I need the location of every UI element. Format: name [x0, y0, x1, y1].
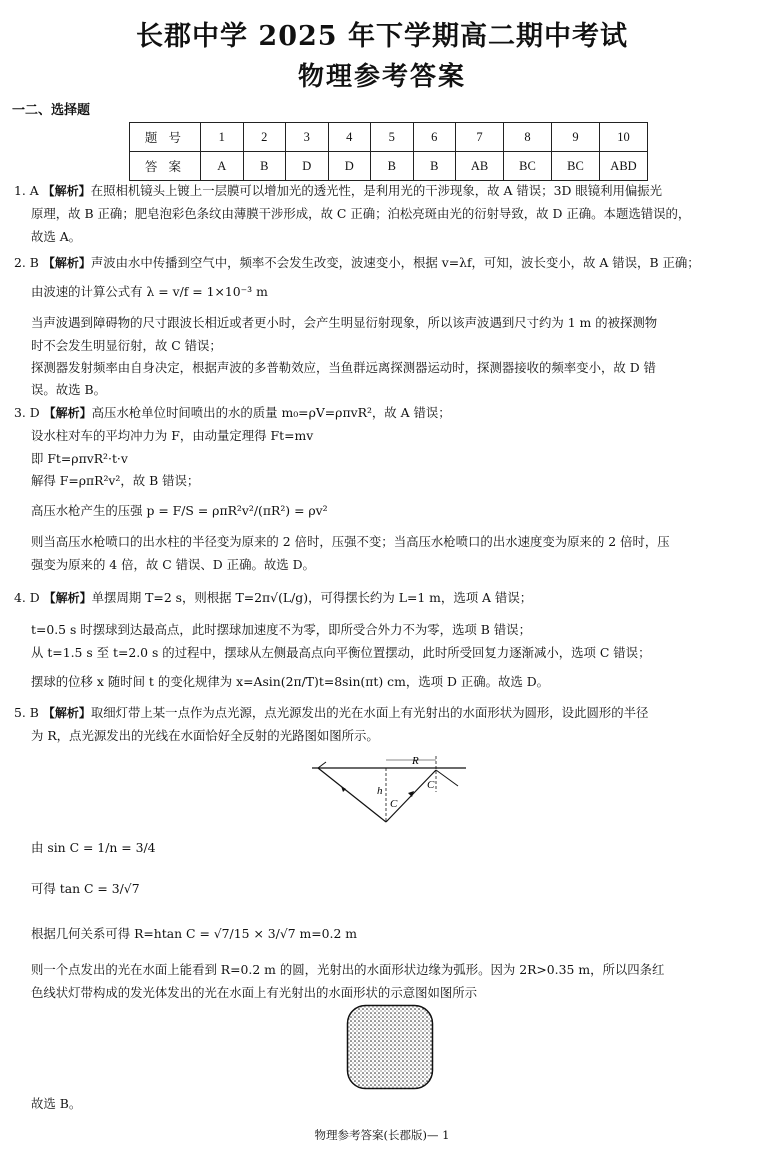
- page-footer: 物理参考答案(长郡版)— 1: [314, 1128, 450, 1142]
- table-cell: B: [371, 152, 414, 181]
- table-cell: 1: [201, 123, 244, 152]
- table-cell: 3: [286, 123, 329, 152]
- table-cell: 5: [371, 123, 414, 152]
- table-cell: D: [328, 152, 371, 181]
- table-cell: AB: [456, 152, 504, 181]
- table-cell: 8: [504, 123, 552, 152]
- arrow-head: [341, 786, 346, 792]
- table-cell: B: [243, 152, 286, 181]
- page-subtitle: 物理参考答案: [297, 62, 466, 92]
- answer-line: 4. D 【解析】单摆周期 T=2 s，则根据 T=2π√(L/g)，可得摆长约为 L=1 m，选项 A 错误；: [14, 590, 533, 605]
- light-shape-diagram: [346, 1004, 434, 1090]
- answer-line: 为 R，点光源发出的光线在水面恰好全反射的光路图如图所示。: [31, 728, 379, 743]
- table-header-cell: 题 号: [130, 123, 201, 152]
- table-cell: 6: [413, 123, 456, 152]
- answer-line: 高压水枪产生的压强 p = F/S = ρπR²v²/(πR²) = ρv²: [31, 503, 328, 518]
- table-cell: B: [413, 152, 456, 181]
- answer-line: t=0.5 s 时摆球到达最高点，此时摆球加速度不为零，即所受合外力不为零，选项 B 错误；: [31, 622, 531, 637]
- answer-line: 5. B 【解析】取细灯带上某一点作为点光源，点光源发出的光在水面上有光射出的水面形状为圆形，设此圆形的半径: [14, 705, 649, 720]
- answer-line: 原理，故 B 正确；肥皂泡彩色条纹由薄膜干涉形成，故 C 正确；泊松亮斑由光的衍射导致，故 D 正确。本题选错误的，: [31, 206, 691, 221]
- total-reflection-diagram: [308, 752, 470, 830]
- table-cell: 2: [243, 123, 286, 152]
- answer-line: 强变为原来的 4 倍，故 C 错误、D 正确。故选 D。: [31, 557, 315, 572]
- table-cell: BC: [504, 152, 552, 181]
- label-h: h: [377, 785, 383, 797]
- answer-line: 由波速的计算公式有 λ = v/f = 1×10⁻³ m: [31, 284, 268, 299]
- answer-line: 设水柱对车的平均冲力为 F，由动量定理得 Ft=mv: [31, 428, 314, 443]
- answer-line: 2. B 【解析】声波由水中传播到空气中，频率不会发生改变，波速变小，根据 v=λf，可知，波长变小，故 A 错误，B 正确；: [14, 255, 700, 270]
- refracted-ray-left: [318, 762, 326, 768]
- label-r: R: [412, 755, 419, 767]
- answer-line: 从 t=1.5 s 至 t=2.0 s 的过程中，摆球从左侧最高点向平衡位置摆动，此时所受回复力逐渐减小，选项 C 错误；: [31, 645, 651, 660]
- answer-line: 根据几何关系可得 R=htan C = √7/15 × 3/√7 m=0.2 m: [31, 926, 358, 941]
- answer-line: 则一个点发出的光在水面上能看到 R=0.2 m 的圆，光射出的水面形状边缘为弧形。因为 2R>0.35 m，所以四条红: [31, 962, 665, 977]
- answer-line: 即 Ft=ρπvR²·t·v: [31, 451, 128, 466]
- answer-line: 故选 B。: [31, 1096, 82, 1111]
- table-cell: BC: [552, 152, 600, 181]
- answer-line: 可得 tan C = 3/√7: [31, 881, 140, 896]
- label-c: C: [427, 779, 435, 791]
- answer-table: [129, 122, 648, 181]
- table-cell: 10: [600, 123, 648, 152]
- answer-line: 色线状灯带构成的发光体发出的光在水面上有光射出的水面形状的示意图如图所示: [31, 985, 478, 1000]
- table-row: [130, 123, 648, 152]
- table-cell: D: [286, 152, 329, 181]
- answer-line: 则当高压水枪喷口的出水柱的半径变为原来的 2 倍时，压强不变；当高压水枪喷口的出水速度变为原来的 2 倍时，压: [31, 534, 670, 549]
- answer-line: 误。故选 B。: [31, 382, 106, 397]
- light-region-shape: [348, 1006, 433, 1089]
- table-cell: 4: [328, 123, 371, 152]
- answer-line: 时不会发生明显衍射，故 C 错误；: [31, 338, 222, 353]
- answer-line: 1. A 【解析】在照相机镜头上镀上一层膜可以增加光的透光性，是利用光的干涉现象，故 A 错误；3D 眼镜利用偏振光: [14, 183, 663, 198]
- label-c: C: [390, 798, 398, 810]
- page-title: 长郡中学 2025 年下学期高二期中考试: [136, 21, 628, 52]
- answer-line: 摆球的位移 x 随时间 t 的变化规律为 x=Asin(2π/T)t=8sin(πt) cm，选项 D 正确。故选 D。: [31, 674, 550, 689]
- answer-line: 3. D 【解析】高压水枪单位时间喷出的水的质量 m₀=ρV=ρπvR²，故 A 错误；: [14, 405, 451, 420]
- table-cell: 9: [552, 123, 600, 152]
- table-cell: A: [201, 152, 244, 181]
- answer-line: 故选 A。: [31, 229, 82, 244]
- answer-line: 当声波遇到障碍物的尺寸跟波长相近或者更小时，会产生明显衍射现象，所以该声波遇到尺寸约为 1 m 的被探测物: [31, 315, 658, 330]
- table-header-cell: 答 案: [130, 152, 201, 181]
- table-cell: 7: [456, 123, 504, 152]
- table-row: [130, 152, 648, 181]
- answer-line: 由 sin C = 1/n = 3/4: [31, 840, 156, 855]
- section-label: 一二、选择题: [12, 103, 91, 118]
- table-cell: ABD: [600, 152, 648, 181]
- light-ray-left: [318, 768, 386, 822]
- reflected-ray-right: [436, 770, 458, 786]
- answer-line: 探测器发射频率由自身决定，根据声波的多普勒效应，当鱼群远离探测器运动时，探测器接收的频率变小，故 D 错: [31, 360, 656, 375]
- answer-line: 解得 F=ρπR²v²，故 B 错误；: [31, 473, 200, 488]
